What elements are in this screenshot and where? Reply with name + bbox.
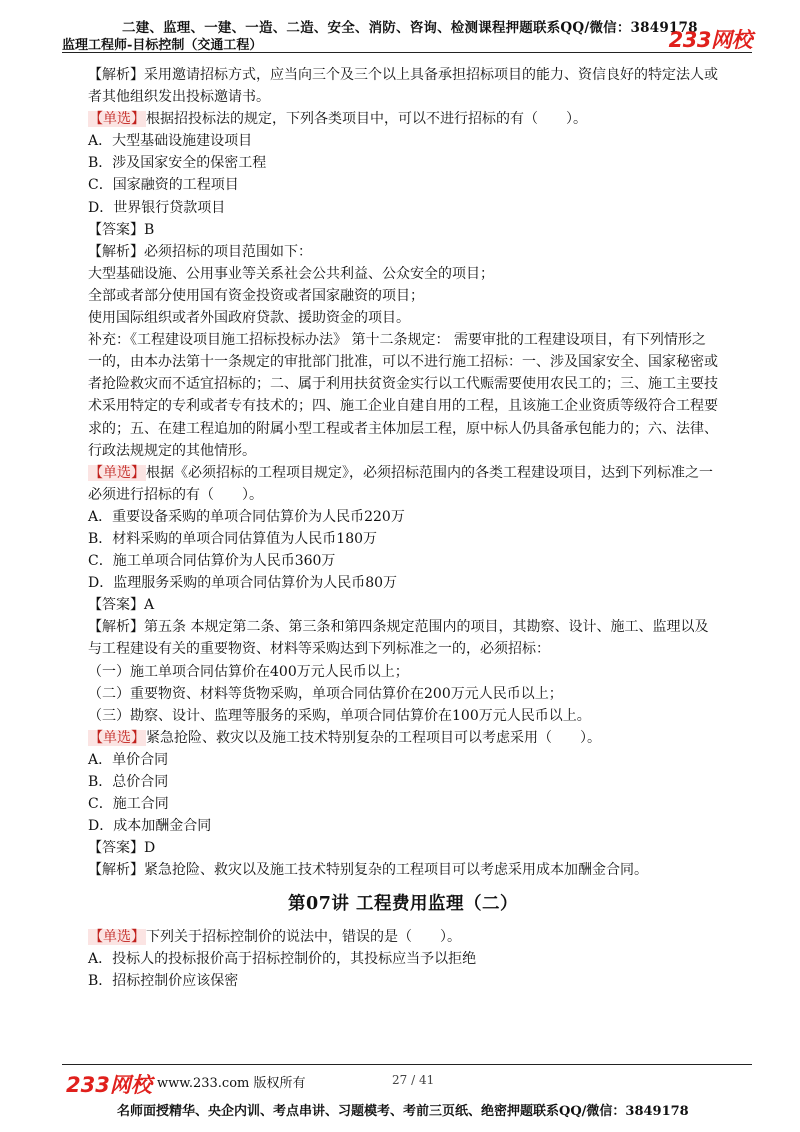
footer-divider — [62, 1064, 752, 1065]
q2-answer: 【答案】A — [88, 597, 155, 614]
q4-option-b: B．招标控制价应该保密 — [88, 972, 239, 989]
q2-option-c: C．施工单项合同估算价为人民币360万 — [88, 553, 336, 570]
q1-analysis-line: 全部或者部分使用国有资金投资或者国家融资的项目； — [88, 287, 424, 304]
q3-option-d: D．成本加酬金合同 — [88, 818, 212, 835]
course-title: 监理工程师-目标控制（交通工程） — [62, 38, 263, 53]
q1-option-a: A．大型基础设施建设项目 — [88, 133, 253, 150]
page-header — [62, 10, 752, 53]
q1-analysis-line: 【解析】必须招标的项目范围如下： — [88, 243, 312, 260]
q2-analysis-item: （二）重要物资、材料等货物采购，单项合同估算价在200万元人民币以上； — [88, 685, 563, 702]
q1-option-c: C．国家融资的工程项目 — [88, 177, 239, 194]
q2-option-b: B．材料采购的单项合同估算值为人民币180万 — [88, 530, 378, 547]
q1-option-b: B．涉及国家安全的保密工程 — [88, 155, 267, 172]
q3-option-b: B．总价合同 — [88, 774, 169, 790]
header-logo: 233网校 — [668, 28, 752, 52]
q2-option-d: D．监理服务采购的单项合同估算价为人民币80万 — [88, 575, 398, 592]
q2-analysis-item: （一）施工单项合同估算价在400万元人民币以上； — [88, 663, 409, 680]
header-promo-text: 二建、监理、一建、一造、二造、安全、消防、咨询、检测课程押题联系QQ/微信：3849178 — [122, 20, 698, 36]
q1-analysis-line: 使用国际组织或者外国政府贷款、援助资金的项目。 — [88, 310, 410, 327]
q3-option-a: A．单价合同 — [88, 751, 169, 768]
document-body — [88, 64, 718, 992]
q1-option-d: D．世界银行贷款项目 — [88, 199, 226, 216]
q3-answer: 【答案】D — [88, 840, 156, 857]
q1-analysis-line: 大型基础设施、公用事业等关系社会公共利益、公众安全的项目； — [88, 265, 494, 282]
q0-analysis: 【解析】采用邀请招标方式，应当向三个及三个以上具备承担招标项目的能力、资信良好的特定法人或者其他组织发出投标邀请书。 — [88, 67, 718, 106]
q3-stem: 【单选】紧急抢险、救灾以及施工技术特别复杂的工程项目可以考虑采用（ ）。 — [89, 729, 601, 746]
q4-option-a: A．投标人的投标报价高于招标控制价的，其投标应当予以拒绝 — [88, 950, 477, 967]
q3-analysis: 【解析】紧急抢险、救灾以及施工技术特别复杂的工程项目可以考虑采用成本加酬金合同。 — [88, 862, 648, 879]
q3-option-c: C．施工合同 — [88, 796, 169, 813]
q1-answer: 【答案】B — [88, 221, 155, 238]
footer-promo-text: 名师面授精华、央企内训、考点串讲、习题模考、考前三页纸、绝密押题联系QQ/微信：3849178 — [117, 1104, 689, 1119]
q2-option-a: A．重要设备采购的单项合同估算价为人民币220万 — [88, 508, 405, 525]
header-divider — [62, 52, 752, 53]
q2-analysis: 【解析】第五条 本规定第二条、第三条和第四条规定范围内的项目，其勘察、设计、施工、监理以及与工程建设有关的重要物资、材料等采购达到下列标准之一的，必须招标： — [88, 619, 709, 658]
section-title: 第07讲 工程费用监理（二） — [288, 894, 518, 915]
question-type-tag: 【单选】 — [89, 111, 145, 128]
q2-analysis-item: （三）勘察、设计、监理等服务的采购，单项合同估算价在100万元人民币以上。 — [88, 707, 591, 724]
page-footer — [62, 1064, 752, 1124]
question-type-tag: 【单选】 — [89, 464, 145, 481]
q4-stem: 【单选】下列关于招标控制价的说法中，错误的是（ ）。 — [89, 928, 461, 945]
footer-logo: 233网校 — [66, 1073, 152, 1097]
question-type-tag: 【单选】 — [89, 729, 145, 746]
page-number: 27 / 41 — [392, 1073, 435, 1087]
footer-site: www.233.com 版权所有 — [157, 1076, 306, 1091]
q1-supplement: 补充：《工程建设项目施工招标投标办法》 第十二条规定： 需要审批的工程建设项目，有下列情形之一的，由本办法第十一条规定的审批部门批准，可以不进行施工招标：一、涉及国家安全、国家秘密或者抢险救灾而不适宜招标的；二、属于利用扶贫资金实行以工代赈需要使用农民工的；三、施工主要技术采用特定的专利或者专有技术的；四、施工企业自建自用的工程，且该施工企业资质等级符合工程要求的；五、在建工程追加的附属小型工程或者主体加层工程，原中标人仍具备承包能力的；六、法律、行政法规规定的其他情形。 — [88, 332, 718, 459]
q2-stem: 【单选】根据《必须招标的工程项目规定》，必须招标范围内的各类工程建设项目，达到下列标准之一必须进行招标的有（ ）。 — [88, 464, 713, 503]
q1-stem: 【单选】根据招投标法的规定，下列各类项目中，可以不进行招标的有（ ）。 — [89, 111, 587, 128]
question-type-tag: 【单选】 — [89, 928, 145, 945]
